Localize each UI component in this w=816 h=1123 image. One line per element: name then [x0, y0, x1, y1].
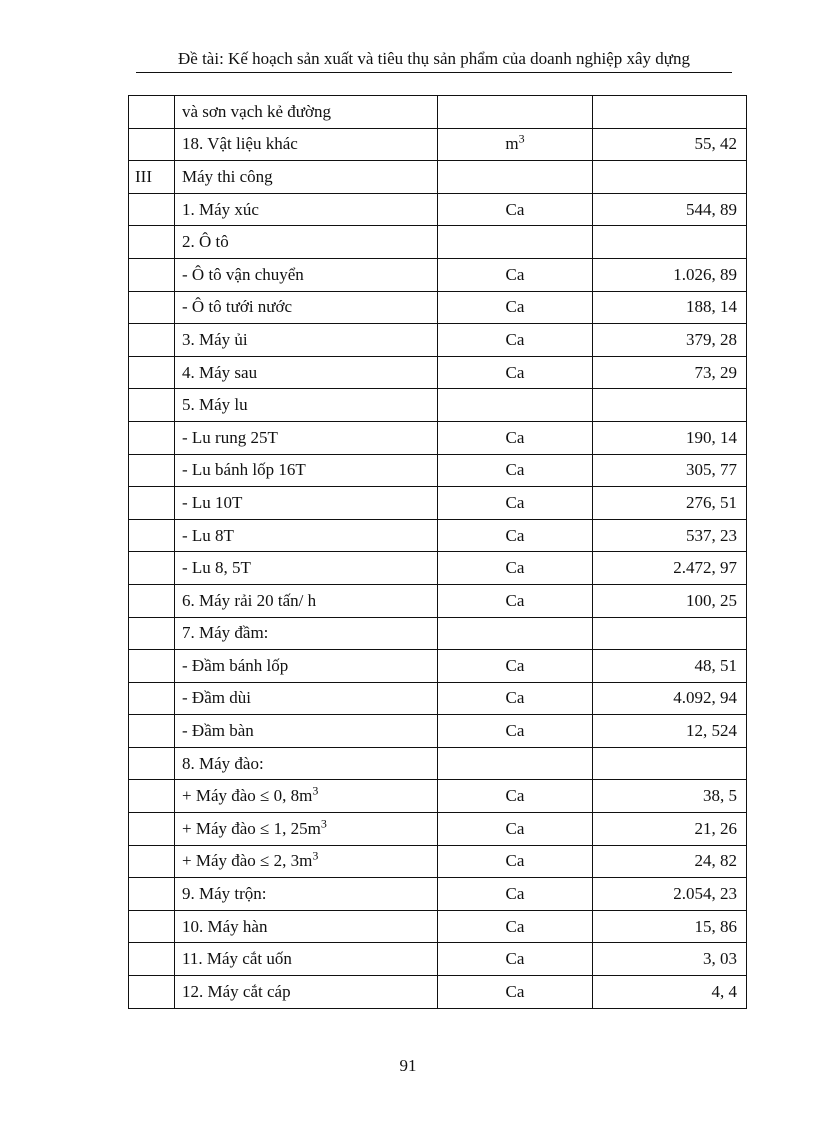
unit-cell — [438, 389, 593, 422]
row-index-cell — [129, 617, 175, 650]
quantity-cell — [593, 96, 747, 129]
table-row — [129, 161, 747, 194]
unit-cell — [438, 552, 593, 585]
item-name-superscript: 3 — [312, 783, 319, 798]
item-name-text: 9. Máy trộn: — [182, 884, 267, 904]
quantity-cell: 305, 77 — [593, 454, 747, 487]
item-name-text: - Đầm bánh lốp — [182, 655, 289, 675]
unit-text: Ca — [505, 492, 525, 512]
unit-text: Ca — [505, 590, 525, 610]
table-row — [129, 356, 747, 389]
item-name-cell — [175, 682, 438, 715]
item-name-cell — [175, 780, 438, 813]
table-row — [129, 552, 747, 585]
quantity-cell: 12, 524 — [593, 715, 747, 748]
unit-cell — [438, 258, 593, 291]
quantity-cell: 2.472, 97 — [593, 552, 747, 585]
quantity-cell — [593, 161, 747, 194]
unit-cell — [438, 128, 593, 161]
unit-cell — [438, 161, 593, 194]
item-name-text: - Lu rung 25T — [182, 427, 278, 447]
item-name-text: 4. Máy sau — [182, 362, 258, 382]
quantity-cell: 73, 29 — [593, 356, 747, 389]
table-row — [129, 650, 747, 683]
unit-cell — [438, 780, 593, 813]
unit-text: Ca — [505, 916, 525, 936]
row-index-cell — [129, 845, 175, 878]
quantity-cell — [593, 389, 747, 422]
row-index-cell — [129, 96, 175, 129]
table-row — [129, 780, 747, 813]
row-index-cell — [129, 747, 175, 780]
item-name-cell — [175, 291, 438, 324]
row-index-cell — [129, 193, 175, 226]
unit-text: Ca — [505, 558, 525, 578]
row-index-cell — [129, 976, 175, 1009]
unit-cell — [438, 291, 593, 324]
item-name-text: - Ô tô tưới nước — [182, 297, 293, 317]
unit-text: Ca — [505, 199, 525, 219]
item-name-cell — [175, 976, 438, 1009]
unit-cell — [438, 910, 593, 943]
quantity-cell: 4.092, 94 — [593, 682, 747, 715]
item-name-text: + Máy đào ≤ 0, 8m — [182, 786, 313, 806]
row-index-cell — [129, 910, 175, 943]
item-name-text: 7. Máy đầm: — [182, 623, 269, 643]
item-name-cell — [175, 715, 438, 748]
table-row — [129, 96, 747, 129]
row-index-cell — [129, 682, 175, 715]
quantity-cell: 15, 86 — [593, 910, 747, 943]
item-name-cell — [175, 650, 438, 683]
item-name-text: - Đầm dùi — [182, 688, 251, 708]
unit-text: Ca — [505, 460, 525, 480]
row-index-cell — [129, 519, 175, 552]
quantity-cell: 2.054, 23 — [593, 878, 747, 911]
table-row — [129, 747, 747, 780]
unit-cell — [438, 747, 593, 780]
quantity-cell: 21, 26 — [593, 813, 747, 846]
unit-cell — [438, 617, 593, 650]
item-name-cell — [175, 389, 438, 422]
quantity-cell: 190, 14 — [593, 421, 747, 454]
row-index-cell — [129, 552, 175, 585]
unit-text: Ca — [505, 362, 525, 382]
row-index-cell — [129, 878, 175, 911]
unit-cell — [438, 682, 593, 715]
item-name-cell — [175, 878, 438, 911]
item-name-cell — [175, 813, 438, 846]
row-index-cell — [129, 356, 175, 389]
item-name-cell — [175, 324, 438, 357]
item-name-cell — [175, 96, 438, 129]
quantity-cell — [593, 617, 747, 650]
item-name-text: - Lu 8, 5T — [182, 558, 251, 578]
quantity-cell: 379, 28 — [593, 324, 747, 357]
unit-superscript: 3 — [518, 131, 525, 146]
item-name-text: - Lu bánh lốp 16T — [182, 460, 306, 480]
row-index-cell — [129, 780, 175, 813]
item-name-text: + Máy đào ≤ 2, 3m — [182, 851, 313, 871]
item-name-text: 18. Vật liệu khác — [182, 134, 298, 154]
table-row — [129, 258, 747, 291]
unit-cell — [438, 878, 593, 911]
unit-text: Ca — [505, 721, 525, 741]
table-row — [129, 976, 747, 1009]
item-name-text: 1. Máy xúc — [182, 199, 259, 219]
item-name-text: + Máy đào ≤ 1, 25m — [182, 818, 321, 838]
item-name-cell — [175, 747, 438, 780]
item-name-cell — [175, 161, 438, 194]
table-row — [129, 519, 747, 552]
item-name-cell — [175, 258, 438, 291]
table-row — [129, 682, 747, 715]
item-name-text: 8. Máy đào: — [182, 753, 264, 773]
unit-text: Ca — [505, 297, 525, 317]
unit-cell — [438, 226, 593, 259]
item-name-cell — [175, 421, 438, 454]
unit-text: Ca — [505, 949, 525, 969]
unit-cell — [438, 519, 593, 552]
item-name-text: - Lu 10T — [182, 492, 243, 512]
unit-cell — [438, 650, 593, 683]
unit-cell — [438, 813, 593, 846]
table-row — [129, 715, 747, 748]
item-name-superscript: 3 — [312, 848, 319, 863]
table-row — [129, 324, 747, 357]
table-row — [129, 617, 747, 650]
quantity-cell: 276, 51 — [593, 487, 747, 520]
row-index-cell — [129, 258, 175, 291]
unit-cell — [438, 976, 593, 1009]
item-name-text: - Đầm bàn — [182, 721, 254, 741]
row-index-cell — [129, 584, 175, 617]
page-header-title: Đề tài: Kế hoạch sản xuất và tiêu thụ sản phẩm của doanh nghiệp xây dựng — [136, 47, 732, 73]
unit-cell — [438, 421, 593, 454]
row-index-cell — [129, 226, 175, 259]
item-name-text: Máy thi công — [182, 166, 273, 186]
table-row — [129, 910, 747, 943]
unit-text: Ca — [505, 818, 525, 838]
unit-cell — [438, 584, 593, 617]
quantity-cell — [593, 226, 747, 259]
quantity-cell: 3, 03 — [593, 943, 747, 976]
item-name-cell — [175, 487, 438, 520]
unit-text: m — [505, 134, 519, 154]
row-index-cell — [129, 650, 175, 683]
unit-cell — [438, 324, 593, 357]
item-name-text: và sơn vạch kẻ đường — [182, 101, 331, 121]
item-name-cell — [175, 454, 438, 487]
table-row — [129, 487, 747, 520]
item-name-cell — [175, 226, 438, 259]
table-row — [129, 813, 747, 846]
item-name-cell — [175, 910, 438, 943]
quantity-cell: 38, 5 — [593, 780, 747, 813]
unit-text: Ca — [505, 427, 525, 447]
item-name-text: - Lu 8T — [182, 525, 234, 545]
item-name-text: 5. Máy lu — [182, 395, 248, 415]
item-name-text: 11. Máy cắt uốn — [182, 949, 292, 969]
unit-text: Ca — [505, 786, 525, 806]
unit-cell — [438, 96, 593, 129]
item-name-text: 6. Máy rải 20 tấn/ h — [182, 590, 317, 610]
item-name-cell — [175, 552, 438, 585]
unit-cell — [438, 845, 593, 878]
item-name-cell — [175, 845, 438, 878]
row-index-cell: III — [129, 161, 175, 194]
unit-text: Ca — [505, 688, 525, 708]
resource-table-body — [129, 96, 747, 1009]
unit-text: Ca — [505, 981, 525, 1001]
item-name-cell — [175, 519, 438, 552]
table-row — [129, 584, 747, 617]
unit-text: Ca — [505, 851, 525, 871]
row-index-cell — [129, 128, 175, 161]
quantity-cell: 188, 14 — [593, 291, 747, 324]
item-name-text: 12. Máy cắt cáp — [182, 981, 291, 1001]
item-name-cell — [175, 128, 438, 161]
unit-cell — [438, 715, 593, 748]
row-index-cell — [129, 813, 175, 846]
unit-cell — [438, 943, 593, 976]
item-name-text: - Ô tô vận chuyển — [182, 264, 304, 284]
unit-text: Ca — [505, 525, 525, 545]
table-row — [129, 878, 747, 911]
row-index-cell — [129, 291, 175, 324]
item-name-text: 10. Máy hàn — [182, 916, 268, 936]
row-index-cell — [129, 715, 175, 748]
unit-cell — [438, 487, 593, 520]
quantity-cell: 537, 23 — [593, 519, 747, 552]
quantity-cell: 100, 25 — [593, 584, 747, 617]
row-index-cell — [129, 421, 175, 454]
page-number: 91 — [399, 1056, 417, 1075]
row-index-cell — [129, 454, 175, 487]
unit-cell — [438, 454, 593, 487]
quantity-cell: 24, 82 — [593, 845, 747, 878]
table-row — [129, 226, 747, 259]
quantity-cell: 1.026, 89 — [593, 258, 747, 291]
table-row — [129, 943, 747, 976]
unit-text: Ca — [505, 655, 525, 675]
row-index-cell — [129, 487, 175, 520]
table-row — [129, 454, 747, 487]
table-row — [129, 128, 747, 161]
item-name-text: 3. Máy ủi — [182, 329, 248, 349]
quantity-cell: 544, 89 — [593, 193, 747, 226]
row-index-cell — [129, 943, 175, 976]
item-name-cell — [175, 193, 438, 226]
table-row — [129, 389, 747, 422]
item-name-cell — [175, 617, 438, 650]
quantity-cell — [593, 747, 747, 780]
table-row — [129, 291, 747, 324]
resource-table — [128, 95, 747, 1009]
unit-text: Ca — [505, 329, 525, 349]
unit-cell — [438, 193, 593, 226]
item-name-cell — [175, 356, 438, 389]
quantity-cell: 48, 51 — [593, 650, 747, 683]
table-row — [129, 421, 747, 454]
row-index-cell — [129, 324, 175, 357]
row-index-cell — [129, 389, 175, 422]
item-name-cell — [175, 584, 438, 617]
unit-cell — [438, 356, 593, 389]
unit-text: Ca — [505, 264, 525, 284]
unit-text: Ca — [505, 884, 525, 904]
item-name-text: 2. Ô tô — [182, 232, 229, 252]
item-name-superscript: 3 — [320, 816, 327, 831]
table-row — [129, 845, 747, 878]
quantity-cell: 55, 42 — [593, 128, 747, 161]
quantity-cell: 4, 4 — [593, 976, 747, 1009]
table-row — [129, 193, 747, 226]
item-name-cell — [175, 943, 438, 976]
